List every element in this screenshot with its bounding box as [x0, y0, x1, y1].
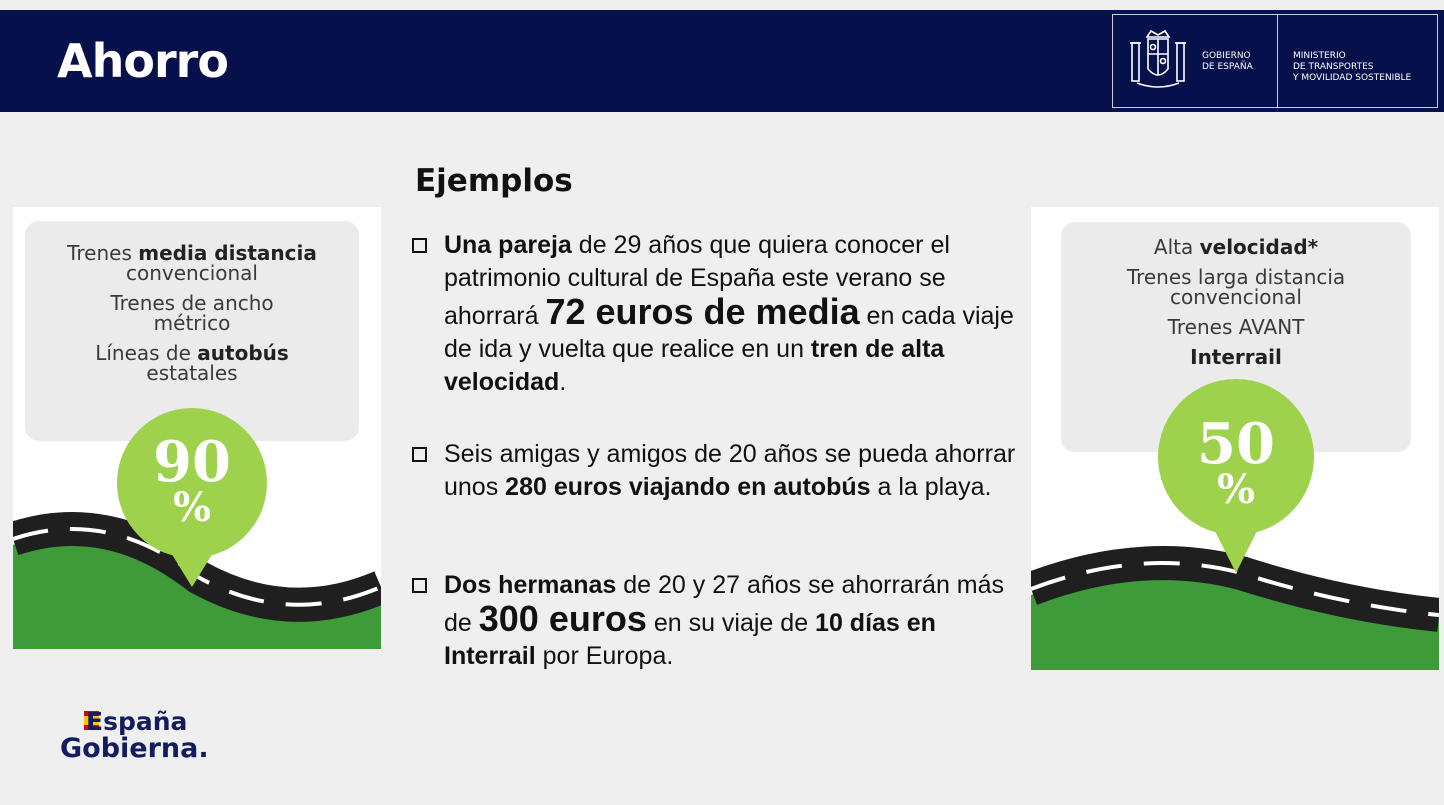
category-item: Alta velocidad* [1153, 235, 1319, 259]
category-item: Líneas de autobús estatales [95, 341, 289, 385]
category-item: Trenes AVANT [1167, 315, 1305, 339]
coat-of-arms-icon [1127, 29, 1189, 95]
checkbox-bullet-icon [412, 447, 427, 462]
category-item: Trenes larga distancia convencional [1126, 265, 1346, 309]
category-item: Trenes de ancho métrico [110, 291, 274, 335]
page-title: Ahorro [57, 34, 228, 88]
discount-card-90 [13, 207, 381, 649]
header-bar [0, 10, 1444, 112]
category-item: Interrail [1190, 345, 1282, 369]
discount-percent: 50 % [1197, 411, 1275, 513]
logo-line-espana: España [86, 707, 188, 736]
example-item: Dos hermanas de 20 y 27 años se ahorrarán más de 300 euros en su viaje de 10 días en Interrail por Europa. [412, 569, 1022, 673]
government-logo [1112, 14, 1438, 108]
logo-line-gobierna: Gobierna. [60, 733, 209, 764]
ministry-name: MINISTERIO DE TRANSPORTES Y MOVILIDAD SOSTENIBLE [1293, 51, 1412, 83]
example-item: Una pareja de 29 años que quiera conocer el patrimonio cultural de España este verano se ahorrará 72 euros de media en cada viaje de ida y vuelta que realice en un tren de alta velocidad. [412, 229, 1022, 399]
examples-heading: Ejemplos [415, 163, 573, 199]
category-item: Trenes media distancia convencional [67, 241, 317, 285]
discount-percent: 90 % [153, 429, 231, 531]
logo-divider [1277, 15, 1278, 107]
checkbox-bullet-icon [412, 578, 427, 593]
government-name: GOBIERNO DE ESPAÑA [1202, 51, 1253, 72]
road-illustration [13, 207, 381, 649]
example-item: Seis amigas y amigos de 20 años se pueda ahorrar unos 280 euros viajando en autobús a la playa. [412, 438, 1022, 504]
discount-card-50 [1031, 207, 1439, 670]
checkbox-bullet-icon [412, 238, 427, 253]
